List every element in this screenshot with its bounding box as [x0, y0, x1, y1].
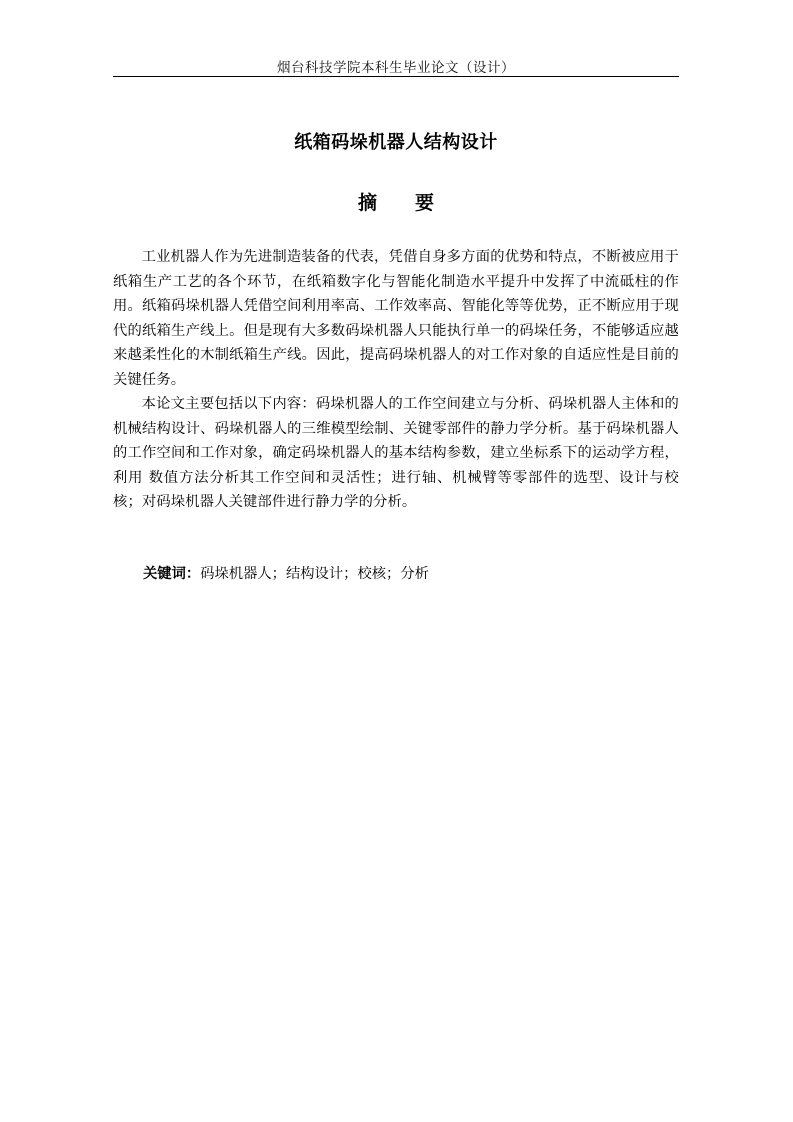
- abstract-paragraph-1: 工业机器人作为先进制造装备的代表，凭借自身多方面的优势和特点，不断被应用于纸箱生产工艺的各个环节，在纸箱数字化与智能化制造水平提升中发挥了中流砥柱的作用。纸箱码垛机器人凭借空间利用率高、工作效率高、智能化等等优势，正不断应用于现代的纸箱生产线上。但是现有大多数码垛机器人只能执行单一的码垛任务，不能够适应越来越柔性化的木制纸箱生产线。因此，提高码垛机器人的对工作对象的自适应性是目前的关键任务。: [113, 249, 679, 388]
- running-header: 烟台科技学院本科生毕业论文（设计）: [277, 60, 515, 76]
- keywords-line: [143, 562, 429, 586]
- abstract-heading: 摘要: [357, 192, 472, 214]
- thesis-title: 纸箱码垛机器人结构设计: [294, 132, 498, 153]
- abstract-paragraph-2: 本论文主要包括以下内容：码垛机器人的工作空间建立与分析、码垛机器人主体和的机械结构设计、码垛机器人的三维模型绘制、关键零部件的静力学分析。基于码垛机器人的工作空间和工作对象，确定码垛机器人的基本结构参数，建立坐标系下的运动学方程，利用 数值方法分析其工作空间和灵活性；进行轴、机械臂等零部件的选型、设计与校核；对码垛机器人关键部件进行静力学的分析。: [113, 396, 679, 510]
- abstract-body: [113, 245, 679, 515]
- keywords-label: 关键词：: [143, 566, 201, 582]
- header-rule: [113, 76, 679, 77]
- keywords-value: 码垛机器人；结构设计；校核；分析: [200, 566, 429, 582]
